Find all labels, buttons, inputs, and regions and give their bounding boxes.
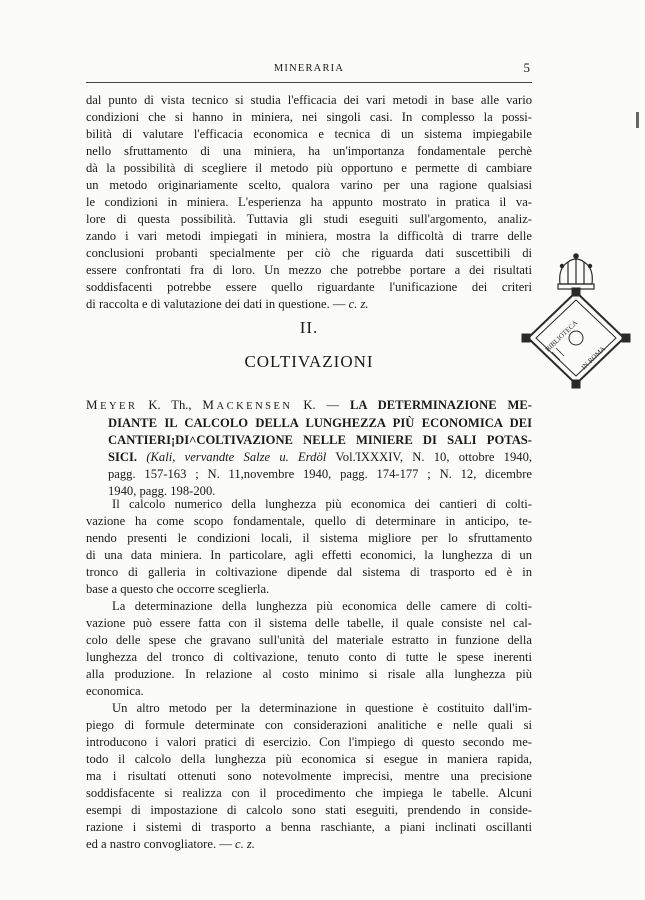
text-line: tronco di galleria in coltivazione dipende dal sistema di trasporto ed è in: [86, 565, 532, 579]
text-line: dal punto di vista tecnico si studia l'efficacia dei vari metodi in base alle vario: [86, 93, 532, 107]
section-title: COLTIVAZIONI: [244, 352, 374, 371]
reference-line: [86, 396, 532, 415]
text-line: colo delle spese che gravano sull'unità del materiale estratto in funzione della: [86, 633, 532, 647]
author-1-given: K. Th.,: [148, 398, 192, 412]
citation-line: 1940, pagg. 198-200.: [108, 484, 216, 498]
text-line: alla produzione. In relazione al costo minimo si risale alla lunghezza più: [86, 667, 532, 681]
text-line: le condizioni in miniera. L'esperienza ha appunto mostrato in pratica il va-: [86, 195, 532, 209]
article-title-start: LA DETERMINAZIONE ME-: [349, 398, 532, 412]
article-title-line: CANTIERI¡DI˄COLTIVAZIONE NELLE MINIERE DI SALI POTAS-: [108, 433, 532, 447]
text-line: todo il calcolo della lunghezza più economica si esegue in maniera rapida,: [86, 752, 532, 766]
text-line: [86, 296, 532, 313]
text-line: un metodo originariamente scelto, qualora varino per una ragione qualsiasi: [86, 178, 532, 192]
text-line: bilità di valutare l'efficacia economica e tecnica di un sistema impiegabile: [86, 127, 532, 141]
text-line: di una data miniera. In particolare, agli effetti economici, la lunghezza di un: [86, 548, 532, 562]
text-line: essere confrontati fra di loro. Un mezzo che potrebbe portare a dei risultati: [86, 263, 532, 277]
library-stamp: [512, 252, 642, 402]
scan-edge-mark: [636, 112, 639, 128]
text-line: conclusioni probanti specialmente per ciò che riguarda dati suscettibili di: [86, 246, 532, 260]
crown-icon: [558, 254, 594, 289]
abstract-last-line: ed a nastro convogliatore. —: [86, 837, 232, 851]
author-2-given: K. —: [303, 398, 340, 412]
stamp-frame: [522, 288, 630, 388]
stamp-text-left: BIBLIOTECA: [543, 318, 580, 354]
text-line: ma i risultati ottenuti sono notevolmente imprecisi, mentre una precisione: [86, 769, 532, 783]
author-2: MACKENSEN: [202, 397, 293, 412]
section-numeral: II.: [299, 318, 319, 337]
text-line: piego di formule determinate con considerazioni analitiche e nelle quali si: [86, 718, 532, 732]
abstract-signature: c. z.: [235, 837, 255, 851]
article-title-end: SICI.: [108, 450, 138, 464]
text-line: vazione ha come scopo fondamentale, quello di determinare in anticipo, te-: [86, 514, 532, 528]
text-line: introducono i valori pratici di esercizio. Con l'impiego di questo secondo me-: [86, 735, 532, 749]
page-number: 5: [523, 60, 530, 75]
page-header: [86, 60, 532, 83]
text-line: vazione può essere fatta con il sistema delle tabelle, il quale consiste nel cal-: [86, 616, 532, 630]
text-line: condizioni che si hanno in miniera, nei singoli casi. In complesso la possi-: [86, 110, 532, 124]
intro-paragraph: [86, 92, 532, 313]
text-line: soddisfacenti potrebbe essere quello riguardante l'unificazione dei criteri: [86, 280, 532, 294]
running-title: MINERARIA: [273, 63, 345, 74]
intro-signature: c. z.: [348, 297, 369, 311]
text-line: nello sfruttamento di una miniera, ha un'importanza fondamentale perchè: [86, 144, 532, 158]
abstract: [86, 496, 532, 853]
text-line: La determinazione della lunghezza più economica delle camere di colti-: [112, 599, 532, 613]
text-line: lunghezza del tronco di coltivazione, tenuto conto di tutte le spese inerenti: [86, 650, 532, 664]
text-line: razione i sistemi di trasporto a benna raschiante, a piani inclinati oscillanti: [86, 820, 532, 834]
reference-line: [86, 449, 532, 466]
citation-volume: Vol.ΊXXXIV, N. 10, ottobre 1940,: [335, 450, 532, 464]
text-line: lore di questa possibilità. Tuttavia gli studi eseguiti sull'argomento, analiz-: [86, 212, 532, 226]
citation-line: pagg. 157-163 ; N. 11,novembre 1940, pagg. 174-177 ; N. 12, dicembre: [108, 467, 532, 481]
text-line: zando i vari metodi impiegati in miniera, mostra la difficoltà di trarre delle: [86, 229, 532, 243]
text-line: base a questo che occorre sceglierla.: [86, 582, 270, 596]
text-line: dà la possibilità di scegliere il metodo più opportuno e permette di cambiare: [86, 161, 532, 175]
author-1: MEYER: [86, 397, 138, 412]
text-line: nendo presenti le condizioni locali, il sistema migliore per lo sfruttamento: [86, 531, 532, 545]
journal-name: (Kali, vervandte Salze u. Erdöl: [146, 450, 327, 464]
text-line: Il calcolo numerico della lunghezza più economica dei cantieri di colti-: [112, 497, 532, 511]
text-line: economica.: [86, 684, 144, 698]
text-line: [86, 836, 532, 853]
stamp-text-bottom: IN ROMA: [579, 344, 608, 372]
text-line: esempi di impostazione di calcolo sono stati eseguiti, prendendo in conside-: [86, 803, 532, 817]
article-title-line: DIANTE IL CALCOLO DELLA LUNGHEZZA PIÙ ECONOMICA DEI: [108, 416, 532, 430]
reference-entry: [86, 396, 532, 500]
text-line: Un altro metodo per la determinazione in questione è costituito dall'im-: [112, 701, 532, 715]
text-line: soddisfacente si realizza con il procedimento che impiega le tabelle. Alcuni: [86, 786, 532, 800]
intro-last-line: di raccolta e di valutazione dei dati in questione. —: [86, 297, 346, 311]
